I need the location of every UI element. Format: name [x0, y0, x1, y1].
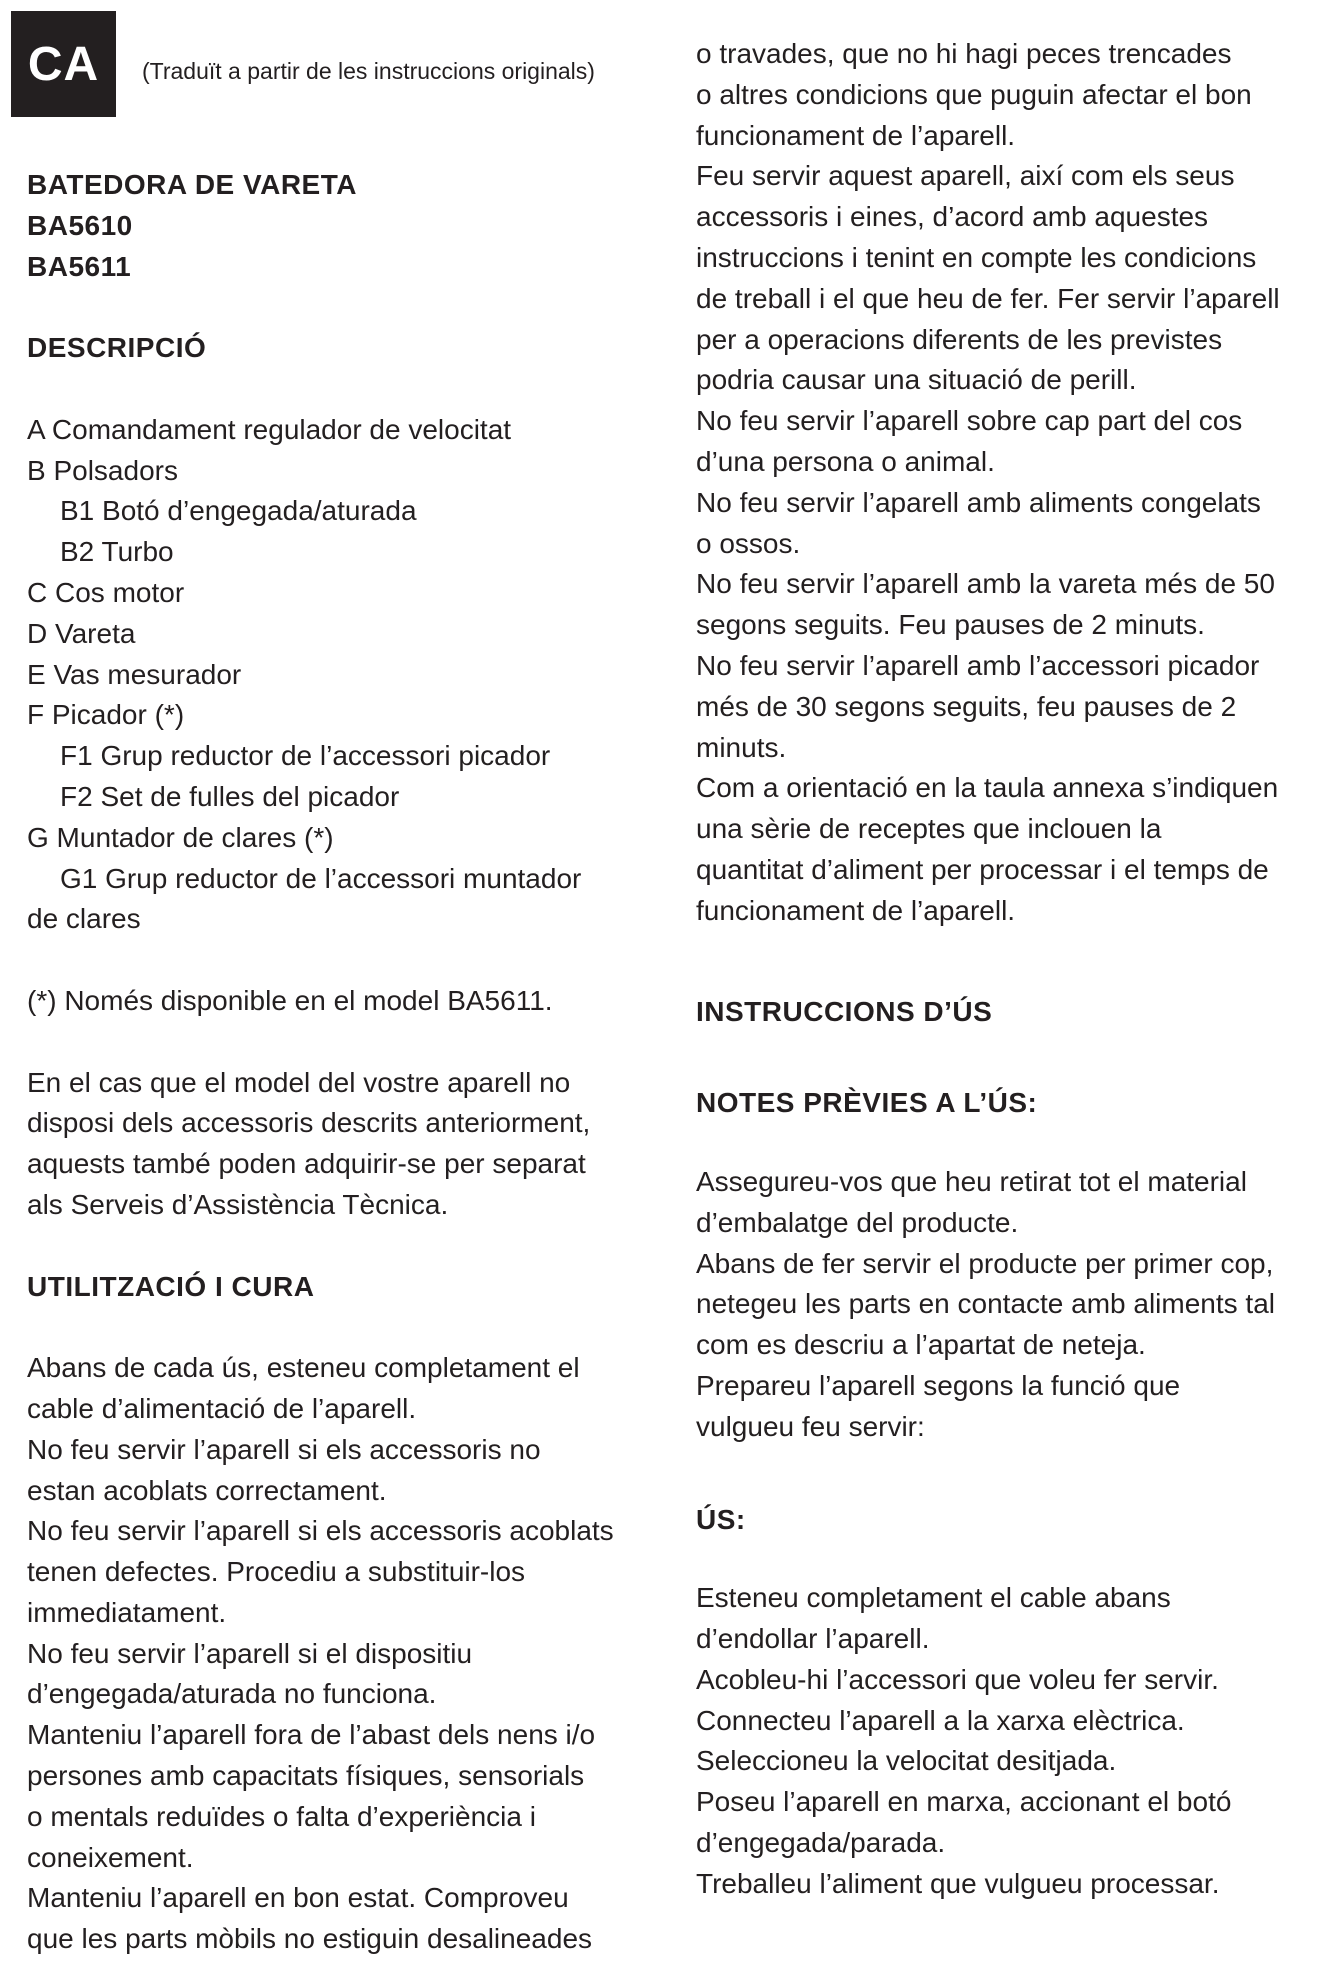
paragraph-line: segons seguits. Feu pauses de 2 minuts.	[696, 609, 1205, 641]
paragraph-line: coneixement.	[27, 1841, 194, 1873]
paragraph-line: de treball i el que heu de fer. Fer servir l’aparell	[696, 282, 1280, 314]
paragraph-line: Prepareu l’aparell segons la funció que	[696, 1369, 1181, 1401]
paragraph-line: d’embalatge del producte.	[696, 1206, 1019, 1238]
translation-note: (Traduït a partir de les instruccions originals)	[142, 58, 595, 84]
part-item: B Polsadors	[27, 454, 178, 486]
left-column	[27, 165, 667, 1960]
part-item: A Comandament regulador de velocitat	[27, 413, 512, 445]
paragraph-line: estan acoblats correctament.	[27, 1474, 387, 1506]
paragraph-line: que les parts mòbils no estiguin desalineades	[27, 1923, 593, 1955]
language-badge: CA	[11, 11, 116, 117]
paragraph-line: funcionament de l’aparell.	[696, 894, 1016, 926]
paragraph-line: podria causar una situació de perill.	[696, 364, 1137, 396]
paragraph-line: Seleccioneu la velocitat desitjada.	[696, 1745, 1117, 1777]
section-heading-description: DESCRIPCIÓ	[27, 332, 207, 364]
paragraph-line: Connecteu l’aparell a la xarxa elèctrica.	[696, 1704, 1185, 1736]
paragraph-line: persones amb capacitats físiques, sensorials	[27, 1760, 585, 1792]
paragraph-line: En el cas que el model del vostre aparell no	[27, 1066, 571, 1098]
paragraph-line: o altres condicions que puguin afectar el bon	[696, 78, 1252, 110]
paragraph-line: quantitat d’aliment per processar i el temps de	[696, 853, 1269, 885]
paragraph-line: tenen defectes. Procediu a substituir-los	[27, 1556, 526, 1588]
part-subitem: B1 Botó d’engegada/aturada	[60, 495, 417, 527]
part-subitem: F2 Set de fulles del picador	[60, 780, 400, 812]
paragraph-line: Manteniu l’aparell fora de l’abast dels nens i/o	[27, 1719, 596, 1751]
paragraph-line: No feu servir l’aparell si els accessoris no	[27, 1433, 541, 1465]
paragraph-line: Abans de fer servir el producte per primer cop,	[696, 1247, 1274, 1279]
paragraph-line: No feu servir l’aparell amb l’accessori picador	[696, 649, 1260, 681]
section-heading-instructions: INSTRUCCIONS D’ÚS	[696, 996, 993, 1028]
paragraph-line: vulgueu feu servir:	[696, 1410, 925, 1442]
part-subitem: F1 Grup reductor de l’accessori picador	[60, 740, 551, 772]
model-number: BA5611	[27, 250, 132, 282]
section-heading-prior-notes: NOTES PRÈVIES A L’ÚS:	[696, 1087, 1038, 1119]
paragraph-line: d’endollar l’aparell.	[696, 1623, 930, 1655]
paragraph-line: No feu servir l’aparell amb aliments congelats	[696, 486, 1261, 518]
paragraph-line: com es descriu a l’apartat de neteja.	[696, 1329, 1146, 1361]
section-heading-use-and-care: UTILITZACIÓ I CURA	[27, 1270, 315, 1302]
part-item: E Vas mesurador	[27, 658, 242, 690]
paragraph-line: instruccions i tenint en compte les condicions	[696, 241, 1257, 273]
paragraph-line: Abans de cada ús, esteneu completament el	[27, 1352, 580, 1384]
availability-note: (*) Només disponible en el model BA5611.	[27, 984, 553, 1016]
paragraph-line: funcionament de l’aparell.	[696, 119, 1016, 151]
paragraph-line: No feu servir l’aparell si els accessoris acoblats	[27, 1515, 614, 1547]
paragraph-line: o mentals reduïdes o falta d’experiència i	[27, 1800, 536, 1832]
paragraph-line: minuts.	[696, 731, 787, 763]
paragraph-line: Esteneu completament el cable abans	[696, 1582, 1171, 1614]
right-column	[696, 34, 1319, 1905]
paragraph-line: No feu servir l’aparell si el dispositiu	[27, 1637, 473, 1669]
part-subitem: G1 Grup reductor de l’accessori muntador	[60, 862, 582, 894]
part-subitem-continued: de clares	[27, 903, 141, 935]
paragraph-line: Poseu l’aparell en marxa, accionant el botó	[696, 1786, 1232, 1818]
paragraph-line: Treballeu l’aliment que vulgueu processar.	[696, 1867, 1220, 1899]
paragraph-line: disposi dels accessoris descrits anteriorment,	[27, 1107, 591, 1139]
paragraph-line: accessoris i eines, d’acord amb aquestes	[696, 201, 1209, 233]
paragraph-line: immediatament.	[27, 1596, 227, 1628]
section-heading-usage: ÚS:	[696, 1503, 746, 1535]
part-item: D Vareta	[27, 617, 136, 649]
paragraph-line: als Serveis d’Assistència Tècnica.	[27, 1188, 449, 1220]
paragraph-line: aquests també poden adquirir-se per separat	[27, 1148, 586, 1180]
part-subitem: B2 Turbo	[60, 536, 174, 568]
product-title: BATEDORA DE VARETA	[27, 169, 357, 200]
paragraph-line: Assegureu-vos que heu retirat tot el material	[696, 1165, 1247, 1197]
paragraph-line: Acobleu-hi l’accessori que voleu fer servir.	[696, 1663, 1219, 1695]
part-item: F Picador (*)	[27, 699, 185, 731]
part-item: G Muntador de clares (*)	[27, 821, 334, 853]
paragraph-line: o ossos.	[696, 527, 801, 559]
paragraph-line: No feu servir l’aparell sobre cap part del cos	[696, 405, 1243, 437]
paragraph-line: Feu servir aquest aparell, així com els seus	[696, 160, 1235, 192]
paragraph-line: No feu servir l’aparell amb la vareta més de 50	[696, 568, 1275, 600]
paragraph-line: netegeu les parts en contacte amb aliments tal	[696, 1288, 1276, 1320]
paragraph-line: d’una persona o animal.	[696, 445, 995, 477]
part-item: C Cos motor	[27, 576, 185, 608]
paragraph-line: d’engegada/parada.	[696, 1827, 946, 1859]
paragraph-line: Manteniu l’aparell en bon estat. Comproveu	[27, 1882, 569, 1914]
paragraph-line: més de 30 segons seguits, feu pauses de 2	[696, 690, 1237, 722]
paragraph-line: per a operacions diferents de les previstes	[696, 323, 1223, 355]
model-number: BA5610	[27, 209, 133, 241]
paragraph-line: una sèrie de receptes que inclouen la	[696, 813, 1162, 845]
paragraph-line: Com a orientació en la taula annexa s’indiquen	[696, 772, 1279, 804]
paragraph-line: o travades, que no hi hagi peces trencades	[696, 38, 1232, 69]
paragraph-line: d’engegada/aturada no funciona.	[27, 1678, 437, 1710]
paragraph-line: cable d’alimentació de l’aparell.	[27, 1392, 417, 1424]
